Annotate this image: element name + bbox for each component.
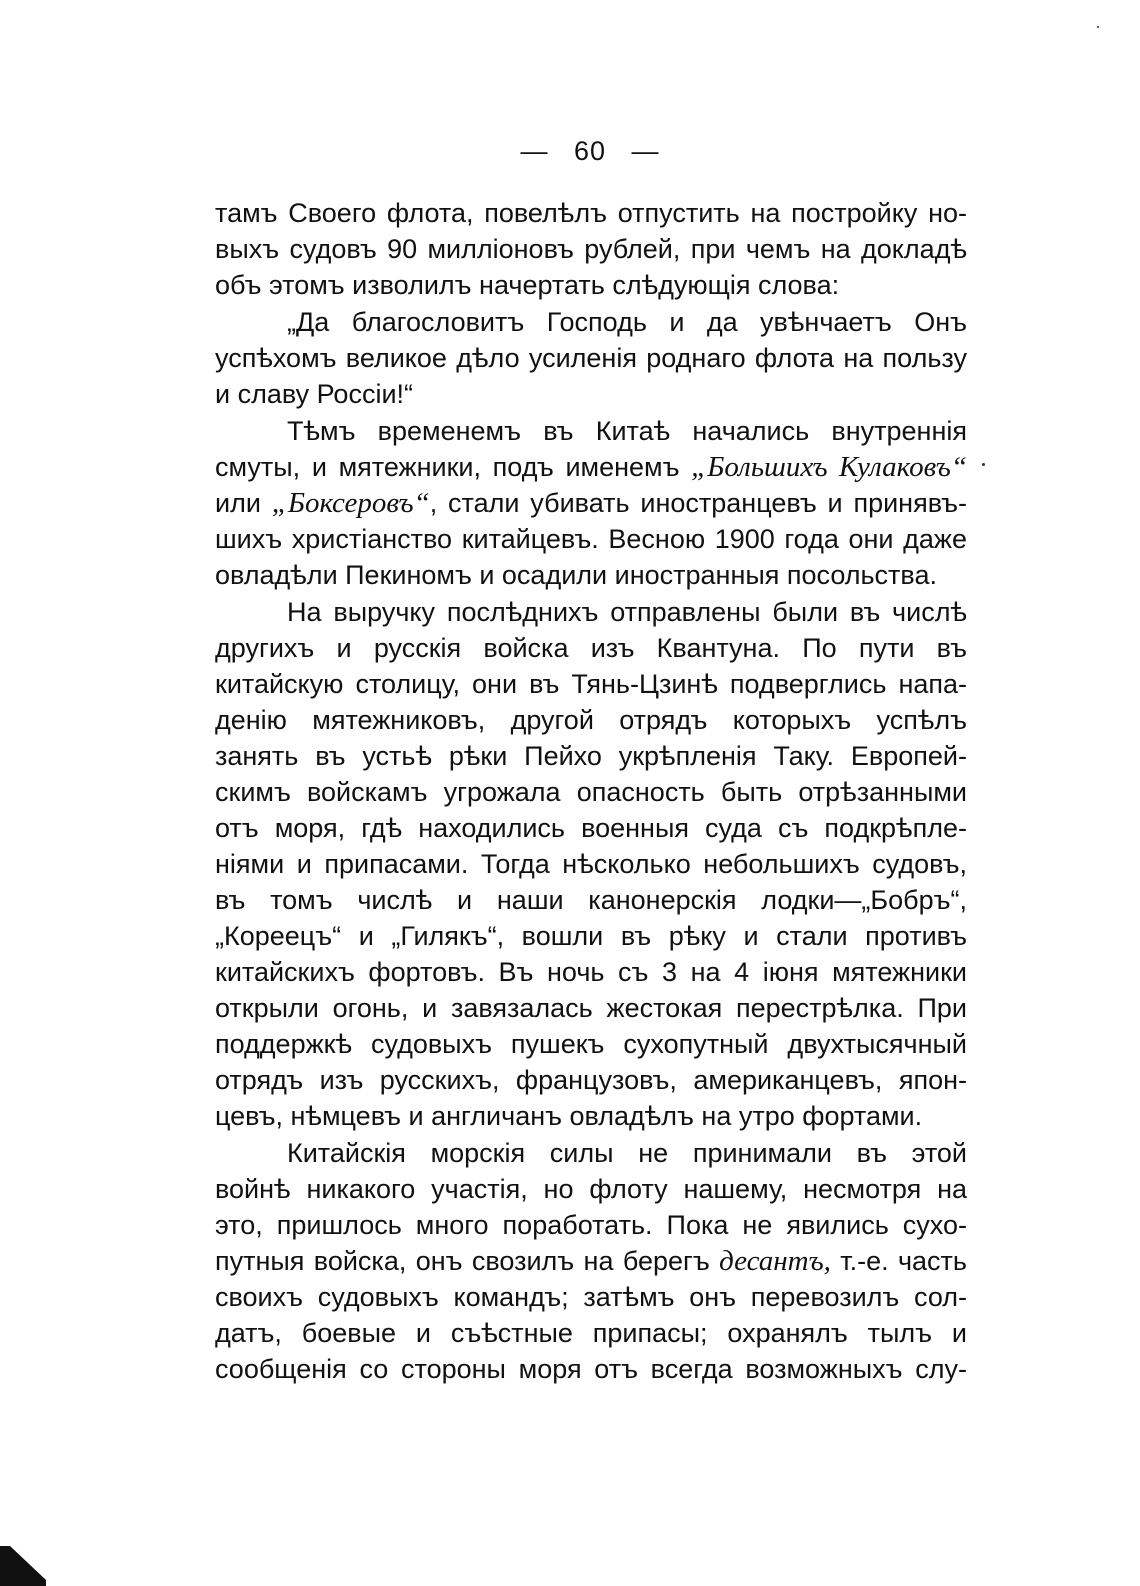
text-line: въ томъ числѣ и наши канонерскія лодки—„Бобръ“, — [215, 885, 967, 915]
text-line: открыли огонь, и завязалась жестокая перестрѣлка. При — [215, 993, 967, 1023]
scan-speck — [982, 463, 985, 466]
text-line: или „Боксеровъ“, стали убивать иностранцевъ и принявъ- — [215, 487, 968, 519]
text-line: На выручку послѣднихъ отправлены были въ числѣ — [287, 597, 967, 627]
text-line: занять въ устьѣ рѣки Пейхо укрѣпленія Таку. Европей- — [215, 741, 967, 771]
text-line: отъ моря, гдѣ находились военныя суда съ подкрѣпле- — [215, 813, 967, 843]
text-line: путныя войска, онъ свозилъ на берегъ десантъ, т.-е. часть — [215, 1245, 967, 1277]
text-line: поддержкѣ судовыхъ пушекъ сухопутный двухтысячный — [215, 1029, 967, 1059]
page-number: — 60 — — [520, 136, 660, 166]
text-line: войнѣ никакого участія, но флоту нашему, несмотря на — [215, 1174, 967, 1204]
text-line: ніями и припасами. Тогда нѣсколько небольшихъ судовъ, — [215, 849, 967, 879]
text-line: китайскую столицу, они въ Тянь-Цзинѣ подверглись напа- — [215, 669, 967, 699]
italic-phrase: „Большихъ Кулаковъ“ — [691, 451, 967, 483]
text-line: успѣхомъ великое дѣло усиленія роднаго флота на пользу — [215, 343, 967, 373]
text-line: китайскихъ фортовъ. Въ ночь съ 3 на 4 іюня мятежники — [215, 957, 967, 987]
text-line: датъ, боевые и съѣстные припасы; охранялъ тылъ и — [215, 1318, 967, 1348]
text-line: сообщенія со стороны моря отъ всегда возможныхъ слу- — [215, 1354, 967, 1384]
italic-phrase: „Боксеровъ“ — [271, 487, 430, 519]
text-line: это, пришлось много поработать. Пока не явились сухо- — [215, 1210, 967, 1240]
text-line: Тѣмъ временемъ въ Китаѣ начались внутреннія — [287, 416, 967, 446]
italic-phrase: десантъ, — [719, 1245, 831, 1277]
text-line: шихъ христіанство китайцевъ. Весною 1900 года они даже — [215, 524, 967, 554]
text-line: своихъ судовыхъ командъ; затѣмъ онъ перевозилъ сол- — [215, 1282, 967, 1312]
text-line: и славу Россіи!“ — [215, 379, 414, 409]
text-line: объ этомъ изволилъ начертать слѣдующія слова: — [215, 270, 840, 300]
text-line: смуты, и мятежники, подъ именемъ „Большихъ Кулаковъ“ — [215, 451, 967, 483]
text-line: другихъ и русскія войска изъ Квантуна. По пути въ — [215, 633, 967, 663]
text-line: „Кореецъ“ и „Гилякъ“, вошли въ рѣку и стали противъ — [215, 921, 967, 951]
scan-speck — [1097, 26, 1099, 28]
text-line: Китайскія морскія силы не принимали въ этой — [287, 1138, 967, 1168]
corner-scan-mark-icon — [0, 1540, 50, 1586]
text-line: выхъ судовъ 90 милліоновъ рублей, при чемъ на докладѣ — [215, 234, 967, 264]
text-line: отрядъ изъ русскихъ, французовъ, американцевъ, япон- — [215, 1065, 967, 1095]
text-line: „Да благословитъ Господь и да увѣнчаетъ Онъ — [287, 307, 967, 337]
text-line: цевъ, нѣмцевъ и англичанъ овладѣлъ на утро фортами. — [215, 1101, 923, 1131]
text-line: овладѣли Пекиномъ и осадили иностранныя посольства. — [215, 560, 937, 590]
text-line: тамъ Своего флота, повелѣлъ отпустить на постройку но- — [215, 198, 967, 228]
text-line: скимъ войскамъ угрожала опасность быть отрѣзанными — [215, 777, 967, 807]
text-line: денію мятежниковъ, другой отрядъ которыхъ успѣлъ — [215, 705, 967, 735]
